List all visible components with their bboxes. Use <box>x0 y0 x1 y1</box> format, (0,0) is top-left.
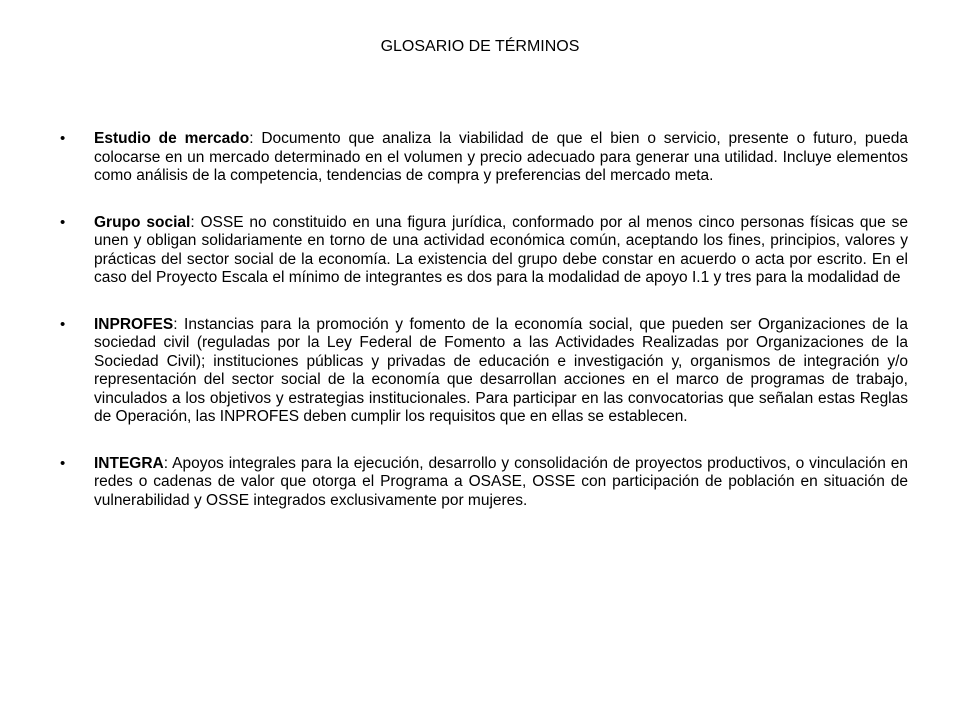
glossary-entry-grupo-social <box>60 214 908 288</box>
glossary-definition: : Apoyos integrales para la ejecución, desarrollo y consolidación de proyectos productivos, o vinculación en redes o cadenas de valor que otorga el Programa a OSASE, OSSE con participación de población en situación de vulnerabilidad y OSSE integrados exclusivamente por mujeres. <box>94 454 908 509</box>
glossary-definition: : Documento que analiza la viabilidad de que el bien o servicio, presente o futuro, pueda colocarse en un mercado determinado en el volumen y precio adecuado para generar una utilidad. Incluye elementos como análisis de la competencia, tendencias de compra y preferencias del mercado meta. <box>94 130 908 184</box>
glossary-term: Grupo social <box>94 213 191 231</box>
glossary-term: INPROFES <box>94 315 174 333</box>
bullet-icon: • <box>60 454 66 472</box>
glossary-definition: : OSSE no constituido en una figura jurídica, conformado por al menos cinco personas físicas que se unen y obligan solidariamente en torno de una actividad económica común, aceptando los fines, principios, valores y prácticas del sector social de la economía. La existencia del grupo debe constar en acuerdo o acta por escrito. En el caso del Proyecto Escala el mínimo de integrantes es dos para la modalidad de apoyo I.1 y tres para la modalidad de <box>94 213 908 286</box>
bullet-icon: • <box>60 213 66 231</box>
glossary-entry-estudio-de-mercado <box>60 130 908 186</box>
glossary-entry-inprofes <box>60 316 908 427</box>
glossary-list <box>60 130 908 538</box>
bullet-icon: • <box>60 130 66 147</box>
glossary-definition: : Instancias para la promoción y fomento de la economía social, que pueden ser Organizaciones de la sociedad civil (reguladas por la Ley Federal de Fomento a las Actividades Realizadas por Organizaciones de la Sociedad Civil); instituciones públicas y privadas de educación e investigación y, organismos de integración y/o representación del sector social de la economía que desarrollan acciones en el marco de programas de trabajo, vinculados a los objetivos y estrategias institucionales. Para participar en las convocatorias que señalan estas Reglas de Operación, las INPROFES deben cumplir los requisitos que en ellas se establecen. <box>94 315 908 425</box>
page-title: GLOSARIO DE TÉRMINOS <box>380 38 580 55</box>
glossary-term: INTEGRA <box>94 454 164 472</box>
glossary-term: Estudio de mercado <box>94 130 250 147</box>
bullet-icon: • <box>60 315 66 333</box>
glossary-entry-integra <box>60 455 908 511</box>
